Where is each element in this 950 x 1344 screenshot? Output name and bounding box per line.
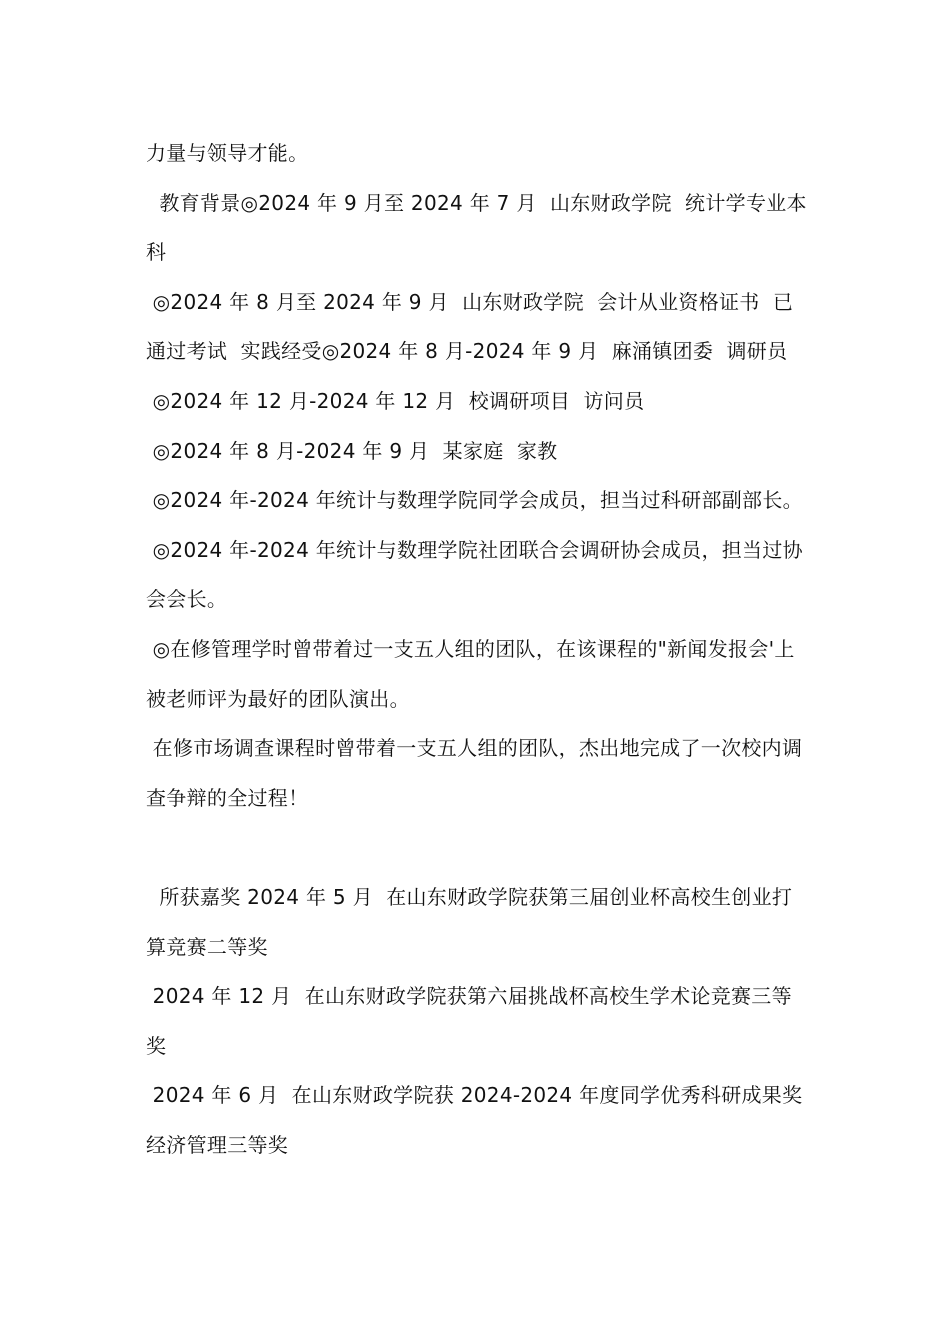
experience-paragraph: ◎2024 年 12 月-2024 年 12 月 校调研项目 访问员 (146, 388, 645, 413)
education-paragraph: 教育背景◎2024 年 9 月至 2024 年 7 月 山东财政学院 统计学专业本科 (146, 190, 807, 265)
experience-paragraph: ◎2024 年 8 月至 2024 年 9 月 山东财政学院 会计从业资格证书 已通过考试 实践经受◎2024 年 8 月-2024 年 9 月 麻涌镇团委 调研员 (146, 289, 794, 364)
award-paragraph: 所获嘉奖 2024 年 5 月 在山东财政学院获第三届创业杯高校生创业打算竞赛二等奖 (146, 884, 793, 959)
experience-paragraph: ◎2024 年-2024 年统计与数理学院同学会成员，担当过科研部副部长。 (146, 488, 803, 513)
experience-paragraph: ◎2024 年 8 月-2024 年 9 月 某家庭 家教 (146, 438, 558, 463)
award-paragraph: 2024 年 6 月 在山东财政学院获 2024-2024 年度同学优秀科研成果奖经济管理三等奖 (146, 1083, 803, 1157)
experience-paragraph: ◎在修管理学时曾带着过一支五人组的团队，在该课程的"新闻发报会'上被老师评为最好的团队演出。 (146, 636, 795, 711)
section-spacer (146, 823, 810, 873)
experience-paragraph: 在修市场调查课程时曾带着一支五人组的团队，杰出地完成了一次校内调查争辩的全过程！ (146, 736, 803, 810)
text-paragraph: 力量与领导才能。 (146, 141, 309, 165)
document-body (146, 129, 810, 1170)
experience-paragraph: ◎2024 年-2024 年统计与数理学院社团联合会调研协会成员，担当过协会会长。 (146, 537, 803, 612)
award-paragraph: 2024 年 12 月 在山东财政学院获第六届挑战杯高校生学术论竞赛三等奖 (146, 984, 792, 1058)
